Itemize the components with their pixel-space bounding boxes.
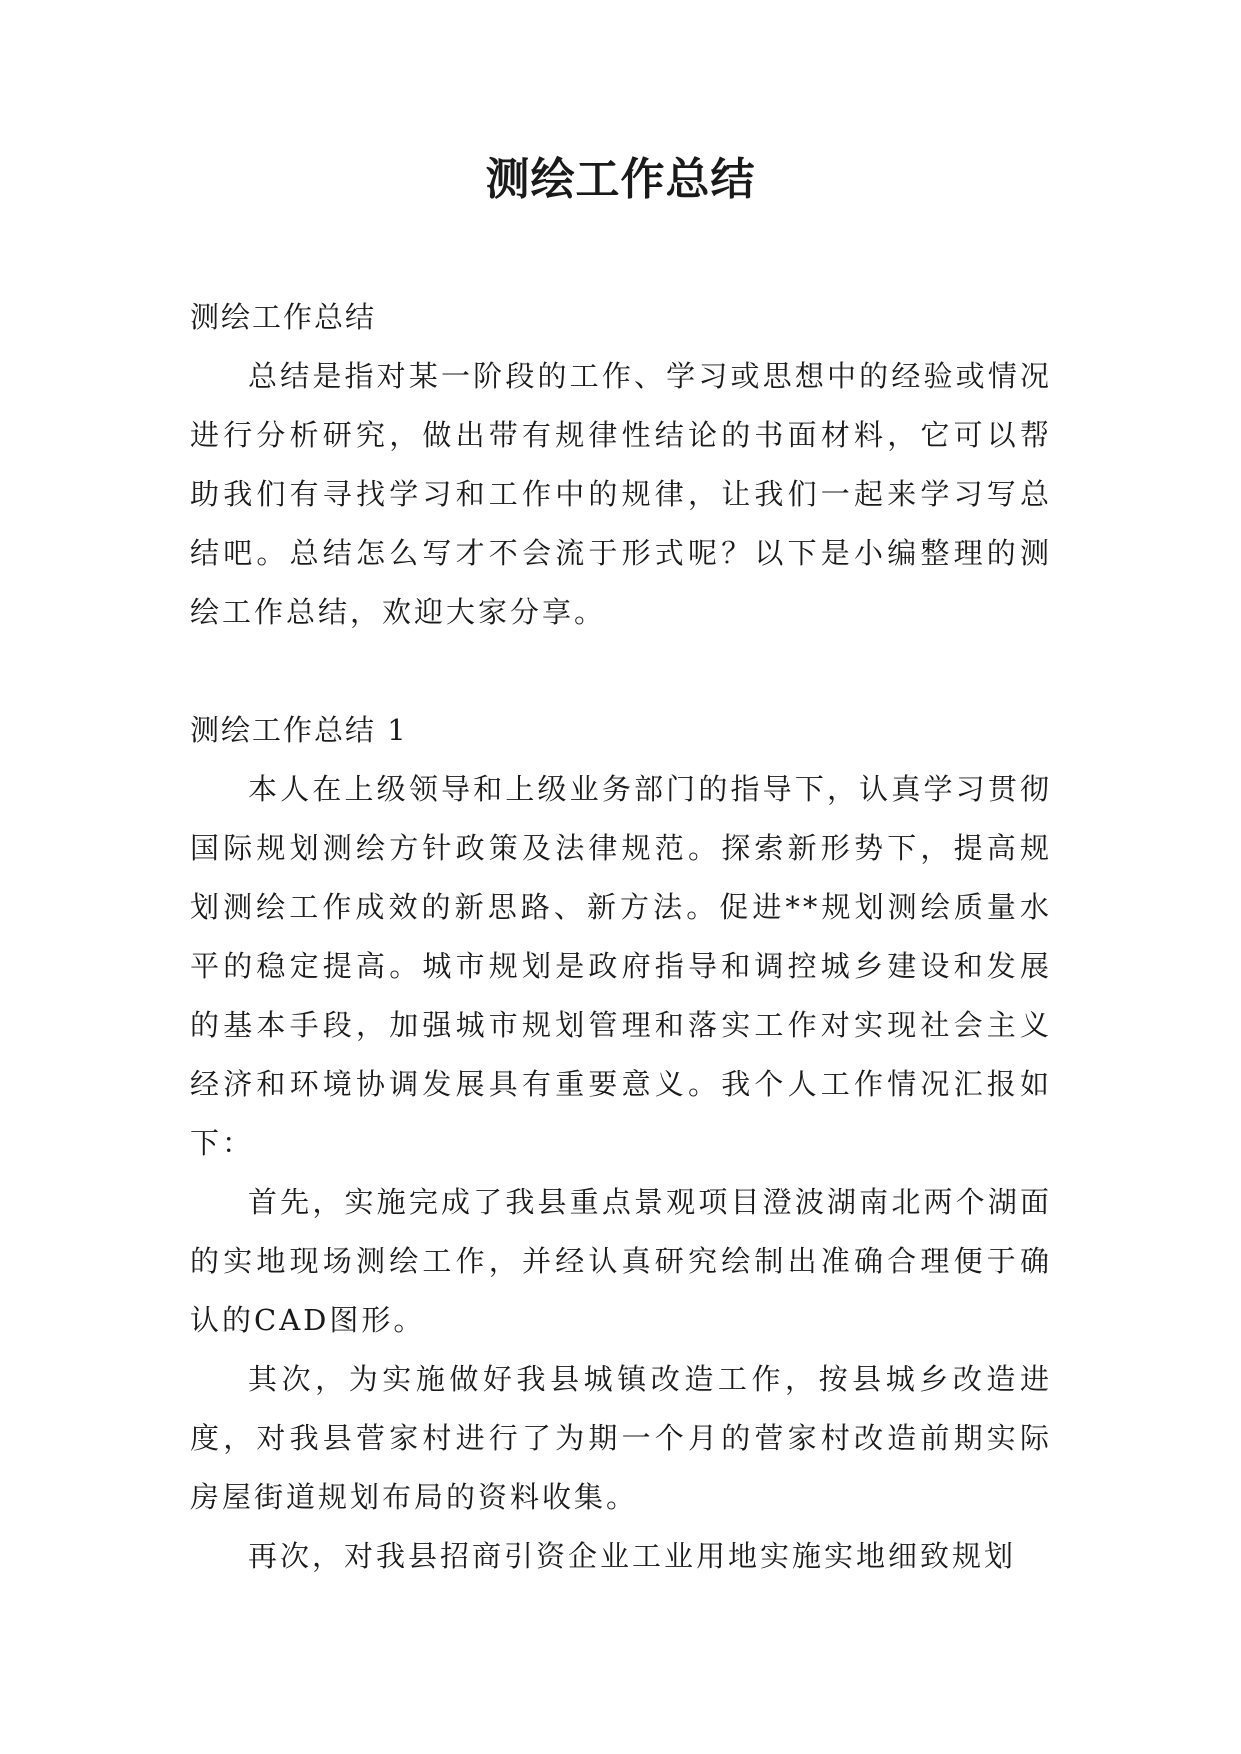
section-1-paragraph-3: 其次，为实施做好我县城镇改造工作，按县城乡改造进度，对我县菅家村进行了为期一个月的菅家村改造前期实际房屋街道规划布局的资料收集。 [190,1362,1052,1514]
section-1-heading: 测绘工作总结 1 [190,713,408,747]
section-1-paragraph-1: 本人在上级领导和上级业务部门的指导下，认真学习贯彻国际规划测绘方针政策及法律规范。探索新形势下，提高规划测绘工作成效的新思路、新方法。促进**规划测绘质量水平的稳定提高。城市规划是政府指导和调控城乡建设和发展的基本手段，加强城市规划管理和落实工作对实现社会主义经济和环境协调发展具有重要意义。我个人工作情况汇报如下： [190,772,1052,1160]
intro-paragraph: 总结是指对某一阶段的工作、学习或思想中的经验或情况进行分析研究，做出带有规律性结论的书面材料，它可以帮助我们有寻找学习和工作中的规律，让我们一起来学习写总结吧。总结怎么写才不会流于形式呢？以下是小编整理的测绘工作总结，欢迎大家分享。 [190,359,1052,629]
section-1-paragraph-4: 再次，对我县招商引资企业工业用地实施实地细致规划 [248,1539,1017,1573]
section-1-paragraph-2: 首先，实施完成了我县重点景观项目澄波湖南北两个湖面的实地现场测绘工作，并经认真研究绘制出准确合理便于确认的CAD图形。 [190,1185,1052,1337]
document-body [190,288,1052,1586]
document-title: 测绘工作总结 [485,154,756,205]
section-spacer [190,642,1052,701]
intro-heading: 测绘工作总结 [190,300,377,334]
